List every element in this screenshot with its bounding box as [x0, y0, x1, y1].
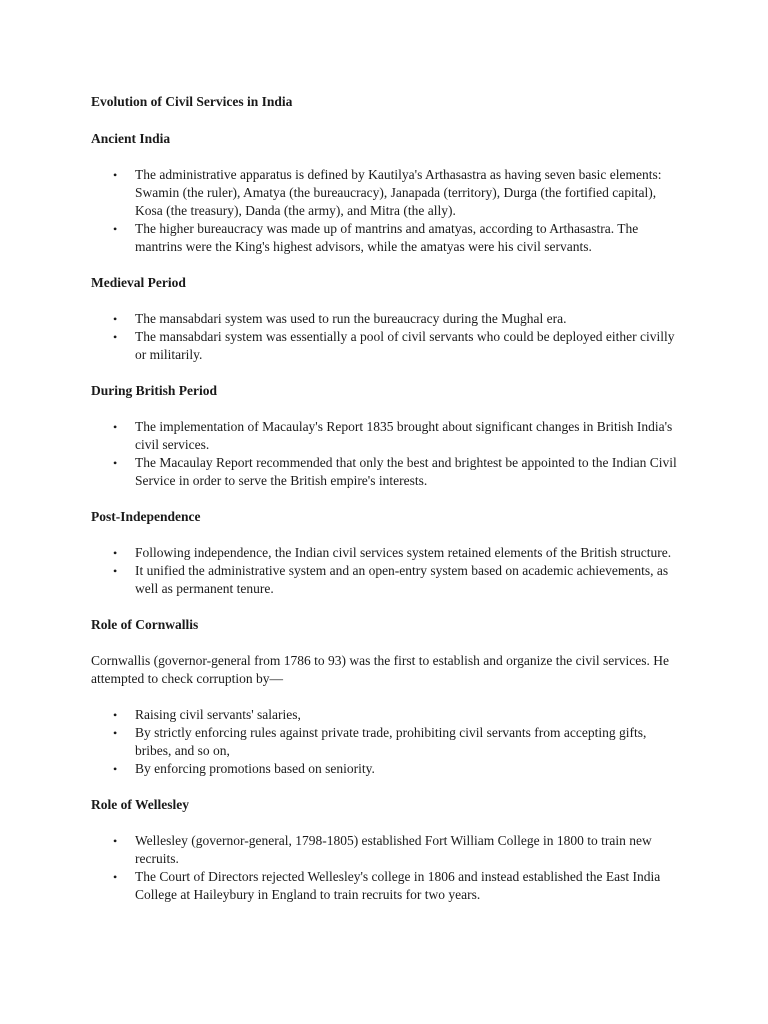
bullet-list — [91, 166, 681, 256]
section-role-of-wellesley — [91, 796, 681, 904]
bullet-list — [91, 544, 681, 598]
bullet-item: • Raising civil servants' salaries, — [91, 706, 681, 724]
bullet-item: • By strictly enforcing rules against private trade, prohibiting civil servants from accepting gifts, bribes, and so on, — [91, 724, 681, 760]
bullet-item: • The administrative apparatus is defined by Kautilya's Arthasastra as having seven basic elements: Swamin (the ruler), Amatya (the bureaucracy), Janapada (territory), Durga (the fortified capital), Kosa (the treasury), Danda (the army), and Mitra (the ally). — [91, 166, 681, 220]
bullet-item: • The mansabdari system was essentially a pool of civil servants who could be deployed either civilly or militarily. — [91, 328, 681, 364]
section-medieval-period — [91, 274, 681, 364]
bullet-item: • Wellesley (governor-general, 1798-1805) established Fort William College in 1800 to train new recruits. — [91, 832, 681, 868]
bullet-item: • Following independence, the Indian civil services system retained elements of the British structure. — [91, 544, 681, 562]
document-page — [91, 93, 681, 922]
bullet-list — [91, 832, 681, 904]
bullet-list — [91, 706, 681, 778]
section-british-period — [91, 382, 681, 490]
bullet-item: • By enforcing promotions based on seniority. — [91, 760, 681, 778]
bullet-item: • The Court of Directors rejected Wellesley's college in 1806 and instead established the East India College at Haileybury in England to train recruits for two years. — [91, 868, 681, 904]
bullet-item: • The Macaulay Report recommended that only the best and brightest be appointed to the Indian Civil Service in order to serve the British empire's interests. — [91, 454, 681, 490]
bullet-list — [91, 418, 681, 490]
section-post-independence — [91, 508, 681, 598]
section-heading: Ancient India — [91, 131, 171, 146]
document-title: Evolution of Civil Services in India — [91, 94, 293, 109]
section-ancient-india — [91, 130, 681, 256]
section-role-of-cornwallis — [91, 616, 681, 778]
bullet-item: • The implementation of Macaulay's Report 1835 brought about significant changes in British India's civil services. — [91, 418, 681, 454]
bullet-item: • It unified the administrative system and an open-entry system based on academic achievements, as well as permanent tenure. — [91, 562, 681, 598]
section-heading: Post-Independence — [91, 509, 201, 524]
section-heading: During British Period — [91, 383, 218, 398]
section-heading: Medieval Period — [91, 275, 186, 290]
bullet-item: • The higher bureaucracy was made up of mantrins and amatyas, according to Arthasastra. The mantrins were the King's highest advisors, while the amatyas were his civil servants. — [91, 220, 681, 256]
bullet-list — [91, 310, 681, 364]
section-heading: Role of Wellesley — [91, 797, 189, 812]
bullet-item: • The mansabdari system was used to run the bureaucracy during the Mughal era. — [91, 310, 681, 328]
section-paragraph: Cornwallis (governor-general from 1786 to 93) was the first to establish and organize the civil services. He attempted to check corruption by— — [91, 653, 669, 686]
section-heading: Role of Cornwallis — [91, 617, 199, 632]
